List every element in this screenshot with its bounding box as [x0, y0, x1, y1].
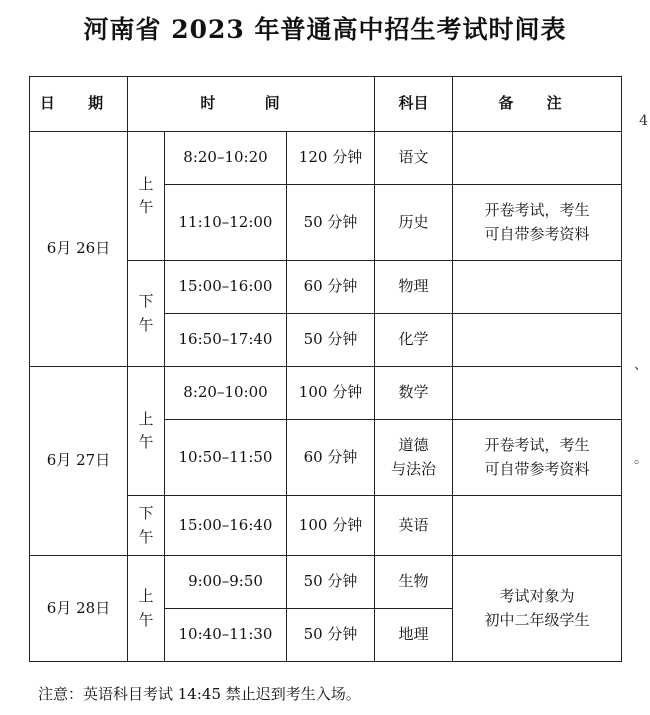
- date-cell: 6月 26日: [30, 132, 128, 367]
- header-row: [30, 77, 622, 132]
- time-cell: 9:00–9:50: [165, 556, 287, 609]
- subject-cell: 英语: [375, 496, 453, 556]
- time-cell: 15:00–16:00: [165, 261, 287, 314]
- duration-cell: 50 分钟: [287, 185, 375, 261]
- time-cell: 11:10–12:00: [165, 185, 287, 261]
- date-cell: 6月 27日: [30, 367, 128, 556]
- remark-cell: [453, 367, 622, 420]
- remark-cell: [453, 496, 622, 556]
- duration-cell: 50 分钟: [287, 314, 375, 367]
- duration-cell: 100 分钟: [287, 496, 375, 556]
- subject-cell: 历史: [375, 185, 453, 261]
- subject-cell: 道德 与法治: [375, 420, 453, 496]
- page-title: 河南省 2023 年普通高中招生考试时间表: [83, 15, 567, 44]
- time-cell: 15:00–16:40: [165, 496, 287, 556]
- subject-cell: 数学: [375, 367, 453, 420]
- header-date: 日 期: [30, 77, 128, 132]
- remark-cell: 开卷考试，考生 可自带参考资料: [453, 185, 622, 261]
- time-cell: 10:40–11:30: [165, 609, 287, 662]
- subject-cell: 地理: [375, 609, 453, 662]
- subject-cell: 语文: [375, 132, 453, 185]
- subject-cell: 生物: [375, 556, 453, 609]
- time-cell: 10:50–11:50: [165, 420, 287, 496]
- remark-cell: [453, 132, 622, 185]
- footnote: 注意：英语科目考试 14:45 禁止迟到考生入场。: [38, 685, 361, 703]
- duration-cell: 100 分钟: [287, 367, 375, 420]
- time-cell: 16:50–17:40: [165, 314, 287, 367]
- duration-cell: 50 分钟: [287, 609, 375, 662]
- time-cell: 8:20–10:00: [165, 367, 287, 420]
- duration-cell: 50 分钟: [287, 556, 375, 609]
- header-time: 时 间: [128, 77, 375, 132]
- remark-cell: 考试对象为 初中二年级学生: [453, 556, 622, 662]
- subject-cell: 化学: [375, 314, 453, 367]
- remark-cell: [453, 314, 622, 367]
- table-row: [30, 132, 622, 185]
- edge-fragment: 。: [634, 451, 648, 467]
- date-cell: 6月 28日: [30, 556, 128, 662]
- duration-cell: 120 分钟: [287, 132, 375, 185]
- table-row: [30, 367, 622, 420]
- table-row: [30, 556, 622, 609]
- period-cell: 上 午: [128, 556, 165, 662]
- header-remarks: 备 注: [453, 77, 622, 132]
- exam-schedule-table: [29, 76, 622, 662]
- time-cell: 8:20–10:20: [165, 132, 287, 185]
- period-cell: 上 午: [128, 367, 165, 496]
- period-cell: 下 午: [128, 496, 165, 556]
- period-cell: 下 午: [128, 261, 165, 367]
- remark-cell: 开卷考试，考生 可自带参考资料: [453, 420, 622, 496]
- header-subject: 科目: [375, 77, 453, 132]
- duration-cell: 60 分钟: [287, 261, 375, 314]
- edge-fragment: 4: [639, 113, 648, 129]
- edge-fragment: 、: [634, 357, 648, 373]
- remark-cell: [453, 261, 622, 314]
- period-cell: 上 午: [128, 132, 165, 261]
- duration-cell: 60 分钟: [287, 420, 375, 496]
- subject-cell: 物理: [375, 261, 453, 314]
